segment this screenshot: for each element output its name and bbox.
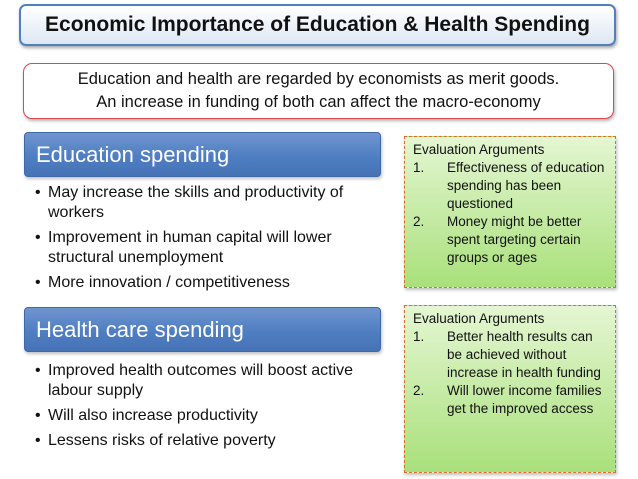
list-item bbox=[35, 406, 380, 426]
item-text: Better health results can be achieved without increase in health funding bbox=[447, 329, 601, 380]
item-number: 1. bbox=[413, 160, 425, 175]
bullet-icon: • bbox=[35, 432, 41, 449]
item-text: Money might be better spent targeting certain groups or ages bbox=[447, 214, 582, 265]
health-evaluation-box bbox=[404, 305, 616, 473]
list-item bbox=[413, 213, 607, 267]
list-item bbox=[413, 159, 607, 213]
evaluation-title: Evaluation Arguments bbox=[413, 142, 545, 157]
bullet-text: Will also increase productivity bbox=[48, 407, 258, 424]
item-text: Effectiveness of education spending has been questioned bbox=[447, 160, 605, 211]
evaluation-list bbox=[413, 159, 607, 267]
list-item bbox=[35, 273, 380, 293]
page-title: Economic Importance of Education & Health Spending bbox=[19, 4, 616, 46]
item-number: 2. bbox=[413, 214, 425, 229]
health-bullet-list bbox=[35, 361, 380, 456]
bullet-icon: • bbox=[35, 274, 41, 291]
bullet-text: Improved health outcomes will boost active labour supply bbox=[48, 362, 354, 399]
list-item bbox=[35, 228, 380, 268]
item-number: 1. bbox=[413, 329, 425, 344]
evaluation-list bbox=[413, 328, 607, 418]
list-item bbox=[35, 361, 380, 401]
bullet-text: More innovation / competitiveness bbox=[48, 274, 290, 291]
education-heading: Education spending bbox=[24, 132, 381, 177]
bullet-text: Improvement in human capital will lower structural unemployment bbox=[48, 229, 332, 266]
bullet-text: May increase the skills and productivity of workers bbox=[48, 184, 344, 221]
bullet-icon: • bbox=[35, 362, 41, 379]
list-item bbox=[413, 382, 607, 418]
intro-line-2: An increase in funding of both can affect the macro-economy bbox=[96, 93, 541, 111]
list-item bbox=[35, 431, 380, 451]
intro-box bbox=[23, 63, 614, 119]
bullet-icon: • bbox=[35, 407, 41, 424]
bullet-text: Lessens risks of relative poverty bbox=[48, 432, 276, 449]
education-evaluation-box bbox=[404, 136, 616, 288]
bullet-icon: • bbox=[35, 184, 41, 201]
intro-line-1: Education and health are regarded by economists as merit goods. bbox=[77, 70, 560, 88]
evaluation-title: Evaluation Arguments bbox=[413, 311, 545, 326]
bullet-icon: • bbox=[35, 229, 41, 246]
health-heading: Health care spending bbox=[24, 307, 381, 352]
item-number: 2. bbox=[413, 383, 425, 398]
list-item bbox=[35, 183, 380, 223]
item-text: Will lower income families get the improved access bbox=[447, 383, 602, 416]
list-item bbox=[413, 328, 607, 382]
education-bullet-list bbox=[35, 183, 380, 298]
